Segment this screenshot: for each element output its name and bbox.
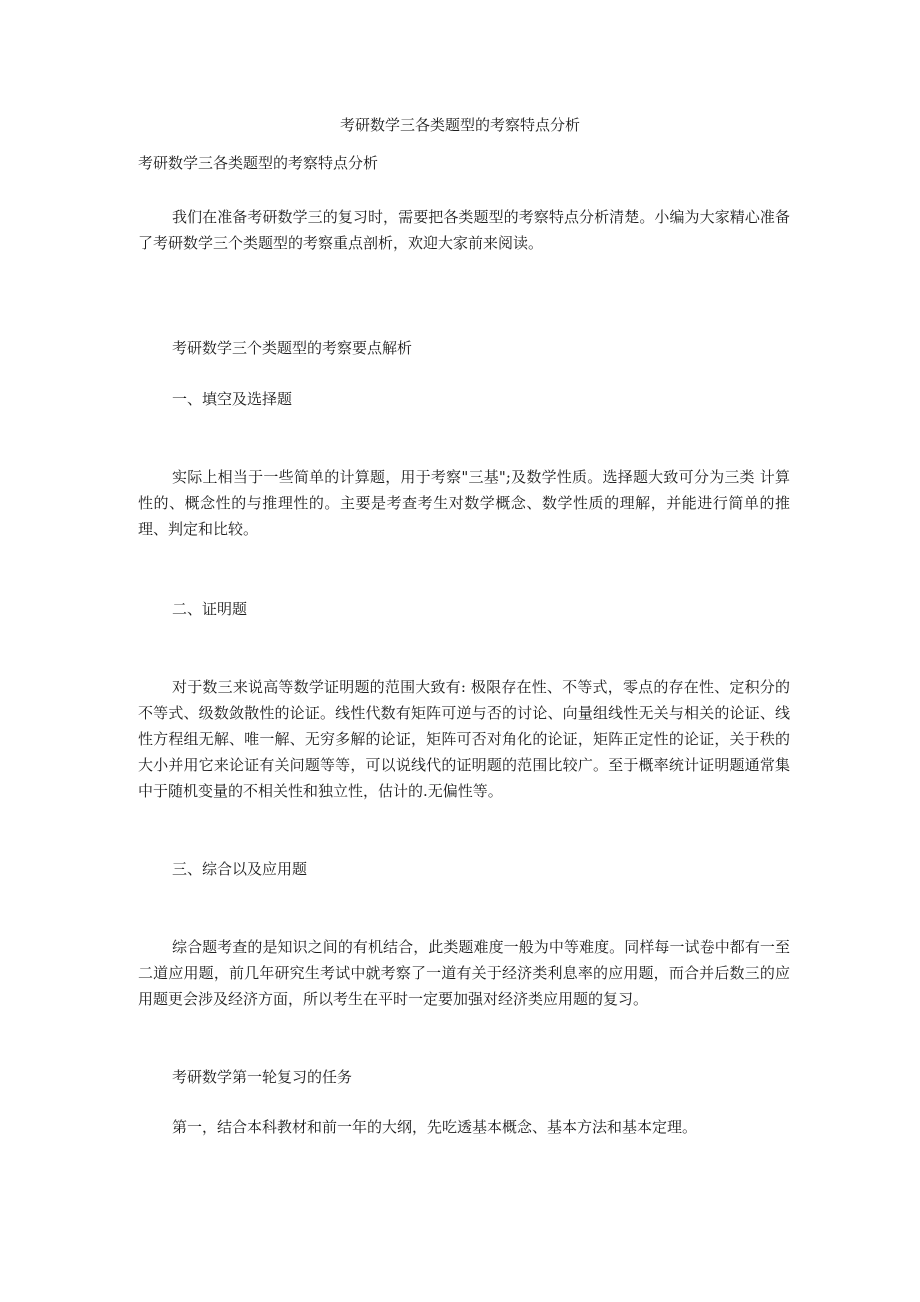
section1-heading: 一、填空及选择题 xyxy=(172,390,293,408)
section4-item1: 第一，结合本科教材和前一年的大纲，先吃透基本概念、基本方法和基本定理。 xyxy=(172,1118,698,1136)
section3-heading: 三、综合以及应用题 xyxy=(172,860,308,878)
intro-paragraph: 我们在准备考研数学三的复习时，需要把各类题型的考察特点分析清楚。小编为大家精心准备了考研数学三个类题型的考察重点剖析，欢迎大家前来阅读。 xyxy=(138,208,790,252)
section2-heading: 二、证明题 xyxy=(172,600,248,618)
section1-paragraph: 实际上相当于一些简单的计算题，用于考察"三基";及数学性质。选择题大致可分为三类 计算性的、概念性的与推理性的。主要是考查考生对数学概念、数学性质的理解，并能进行简单的推理、判定和比较。 xyxy=(138,468,790,538)
section2-paragraph: 对于数三来说高等数学证明题的范围大致有: 极限存在性、不等式，零点的存在性、定积分的不等式、级数敛散性的论证。线性代数有矩阵可逆与否的讨论、向量组线性无关与相关的论证、线性方程组无解、唯一解、无穷多解的论证，矩阵可否对角化的论证，矩阵正定性的论证，关于秩的大小并用它来论证有关问题等等，可以说线代的证明题的范围比较广。至于概率统计证明题通常集中于随机变量的不相关性和独立性，估计的.无偏性等。 xyxy=(138,678,790,800)
section-main-heading: 考研数学三个类题型的考察要点解析 xyxy=(172,339,413,357)
section3-paragraph: 综合题考查的是知识之间的有机结合，此类题难度一般为中等难度。同样每一试卷中都有一至二道应用题，前几年研究生考试中就考察了一道有关于经济类利息率的应用题，而合并后数三的应用题更会涉及经济方面，所以考生在平时一定要加强对经济类应用题的复习。 xyxy=(138,938,790,1008)
document-subtitle: 考研数学三各类题型的考察特点分析 xyxy=(138,154,379,172)
document-title: 考研数学三各类题型的考察特点分析 xyxy=(339,116,580,134)
section4-heading: 考研数学第一轮复习的任务 xyxy=(172,1068,353,1086)
